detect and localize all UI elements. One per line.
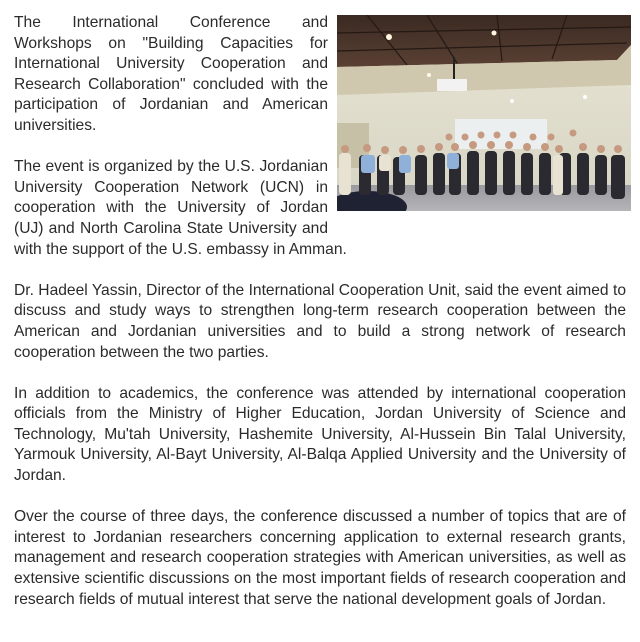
paragraph-organizers: The event is organized by the U.S. Jordanian University Cooperation Network (UCN) in cooperation with the University of Jordan (UJ) and North Carolina State University and with the support of the U.S. embassy in Amman.: [14, 158, 347, 258]
paragraph-attendees: In addition to academics, the conference was attended by international cooperation officials from the Ministry of Higher Education, Jordan University of Science and Technology, Mu'tah University, Hashemite University, Al-Hussein Bin Talal University, Yarmouk University, Al-Bayt University, Al-Balqa Applied University and the University of Jordan.: [14, 384, 626, 485]
paragraph-intro: The International Conference and Workshops on "Building Capacities for International University Cooperation and Research Collaboration" concluded with the participation of Jordanian and American universities.: [14, 14, 328, 134]
photo-image-icon: [337, 15, 631, 211]
paragraph-topics: Over the course of three days, the conference discussed a number of topics that are of interest to Jordanian researchers concerning application to external research grants, management and research cooperation strategies with American universities, as well as extensive scientific discussions on the most important fields of research cooperation and research fields of mutual interest that serve the national development goals of Jordan.: [14, 508, 626, 608]
conference-group-photo: [337, 15, 631, 211]
paragraph-director-statement: Dr. Hadeel Yassin, Director of the International Cooperation Unit, said the event aimed to discuss and study ways to strengthen long-term research cooperation between the American and Jordanian universities and to build a strong network of research cooperation between the two parties.: [14, 281, 626, 361]
article-body: [14, 13, 626, 631]
